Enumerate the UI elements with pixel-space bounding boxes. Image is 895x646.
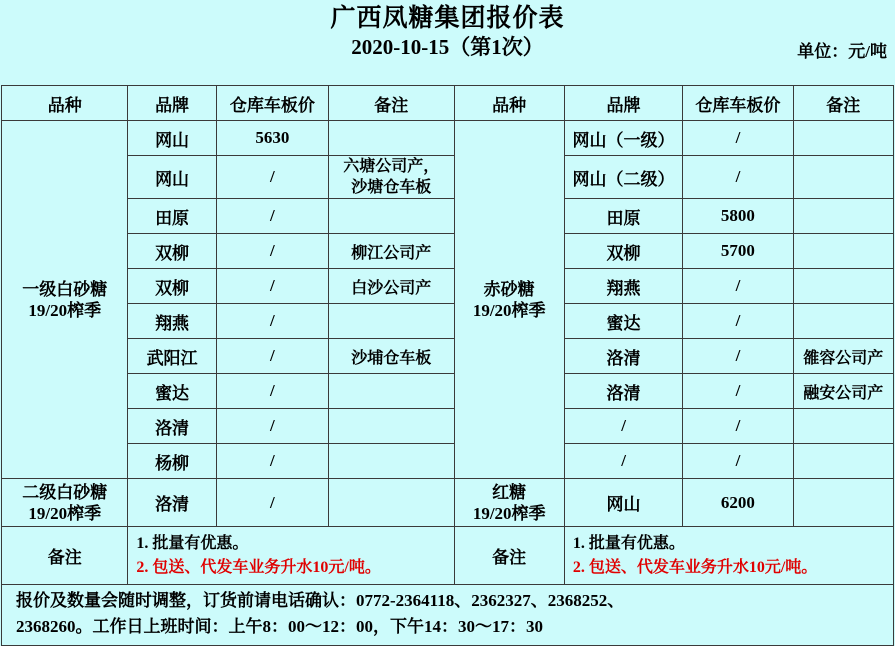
note-cell: 融安公司产 — [793, 374, 893, 409]
price-cell: / — [216, 199, 328, 234]
note-cell — [793, 444, 893, 479]
col-header-note-right: 备注 — [793, 86, 893, 121]
variety-cell-red-sugar — [454, 479, 564, 527]
variety-season: 19/20榨季 — [472, 503, 546, 523]
remarks-label-right: 备注 — [454, 527, 564, 585]
brand-cell: 洛清 — [564, 339, 682, 374]
brand-cell: 田原 — [128, 199, 216, 234]
note-cell — [793, 234, 893, 269]
brand-cell: / — [564, 409, 682, 444]
price-cell: / — [216, 304, 328, 339]
price-cell: / — [683, 444, 793, 479]
note-cell — [793, 269, 893, 304]
col-header-brand-left: 品牌 — [128, 86, 216, 121]
note-cell — [793, 156, 893, 199]
remarks-line-2: 2. 包送、代发车业务升水10元/吨。 — [136, 558, 381, 576]
brand-cell: 双柳 — [128, 234, 216, 269]
table-row — [2, 374, 894, 409]
note-cell — [329, 409, 454, 444]
price-cell: / — [216, 269, 328, 304]
variety-name: 一级白砂糖 — [22, 279, 108, 299]
note-line-1: 六塘公司产， — [343, 158, 440, 175]
brand-cell: 武阳江 — [128, 339, 216, 374]
variety-cell-grade1-white-sugar — [2, 121, 128, 479]
remarks-content-right — [564, 527, 893, 585]
brand-cell: / — [564, 444, 682, 479]
remarks-line-2: 2. 包送、代发车业务升水10元/吨。 — [572, 558, 818, 576]
price-cell: / — [683, 339, 793, 374]
brand-cell: 田原 — [564, 199, 682, 234]
remarks-row — [2, 527, 894, 585]
note-cell — [793, 304, 893, 339]
note-cell: 雒容公司产 — [793, 339, 893, 374]
col-header-note-left: 备注 — [329, 86, 454, 121]
col-header-price-right: 仓库车板价 — [683, 86, 793, 121]
variety-cell-brown-sugar — [454, 121, 564, 479]
table-row — [2, 234, 894, 269]
table-row — [2, 479, 894, 527]
table-row — [2, 269, 894, 304]
brand-cell: 洛清 — [564, 374, 682, 409]
variety-name: 红糖 — [492, 482, 527, 502]
note-cell — [329, 304, 454, 339]
price-cell: / — [683, 304, 793, 339]
price-cell: 5630 — [216, 121, 328, 156]
price-cell: / — [683, 269, 793, 304]
price-cell: / — [683, 156, 793, 199]
table-row — [2, 199, 894, 234]
note-cell — [793, 409, 893, 444]
price-cell: / — [216, 444, 328, 479]
remarks-line-1: 1. 批量有优惠。 — [136, 534, 249, 552]
remarks-line-1: 1. 批量有优惠。 — [572, 534, 685, 552]
page-title: 广西凤糖集团报价表 — [330, 5, 565, 32]
price-cell: / — [683, 409, 793, 444]
note-cell — [329, 156, 454, 199]
brand-cell: 双柳 — [564, 234, 682, 269]
price-cell: / — [683, 374, 793, 409]
col-header-variety-left: 品种 — [2, 86, 128, 121]
brand-cell: 网山 — [128, 156, 216, 199]
note-cell — [793, 121, 893, 156]
note-line-2: 沙塘仓车板 — [351, 179, 432, 196]
note-cell — [329, 121, 454, 156]
page-subtitle: 2020-10-15（第1次） — [351, 35, 544, 59]
price-cell: / — [216, 156, 328, 199]
footer-note — [2, 585, 894, 646]
note-cell: 沙埔仓车板 — [329, 339, 454, 374]
note-cell — [793, 199, 893, 234]
footer-row — [2, 585, 894, 646]
footer-line-2: 2368260。工作日上班时间：上午8：00～12：00，下午14：30～17：30 — [16, 617, 543, 636]
note-cell — [329, 374, 454, 409]
brand-cell: 网山（一级） — [564, 121, 682, 156]
brand-cell: 翔燕 — [128, 304, 216, 339]
col-header-brand-right: 品牌 — [564, 86, 682, 121]
price-cell: / — [216, 374, 328, 409]
price-cell: / — [683, 121, 793, 156]
note-cell — [329, 479, 454, 527]
price-cell: / — [216, 234, 328, 269]
brand-cell: 翔燕 — [564, 269, 682, 304]
brand-cell: 杨柳 — [128, 444, 216, 479]
note-cell — [793, 479, 893, 527]
variety-season: 19/20榨季 — [28, 300, 102, 320]
price-cell: 5700 — [683, 234, 793, 269]
price-table — [1, 85, 894, 646]
brand-cell: 洛清 — [128, 479, 216, 527]
variety-name: 二级白砂糖 — [22, 482, 108, 502]
note-cell — [329, 199, 454, 234]
price-cell: 6200 — [683, 479, 793, 527]
unit-label: 单位：元/吨 — [797, 42, 887, 61]
price-cell: / — [216, 479, 328, 527]
price-cell: / — [216, 339, 328, 374]
variety-cell-grade2-white-sugar — [2, 479, 128, 527]
price-cell: 5800 — [683, 199, 793, 234]
price-cell: / — [216, 409, 328, 444]
table-row — [2, 121, 894, 156]
brand-cell: 双柳 — [128, 269, 216, 304]
brand-cell: 网山 — [564, 479, 682, 527]
col-header-price-left: 仓库车板价 — [216, 86, 328, 121]
brand-cell: 网山 — [128, 121, 216, 156]
brand-cell: 洛清 — [128, 409, 216, 444]
remarks-content-left — [128, 527, 454, 585]
table-header-row — [2, 86, 894, 121]
brand-cell: 网山（二级） — [564, 156, 682, 199]
brand-cell: 蜜达 — [564, 304, 682, 339]
table-row — [2, 339, 894, 374]
col-header-variety-right: 品种 — [454, 86, 564, 121]
note-cell: 柳江公司产 — [329, 234, 454, 269]
variety-season: 19/20榨季 — [472, 300, 546, 320]
table-row — [2, 304, 894, 339]
table-row — [2, 409, 894, 444]
note-cell: 白沙公司产 — [329, 269, 454, 304]
variety-name: 赤砂糖 — [483, 279, 535, 299]
note-cell — [329, 444, 454, 479]
brand-cell: 蜜达 — [128, 374, 216, 409]
table-row — [2, 444, 894, 479]
footer-line-1: 报价及数量会随时调整，订货前请电话确认：0772-2364118、2362327、2368252、 — [16, 591, 625, 610]
variety-season: 19/20榨季 — [28, 503, 102, 523]
table-row — [2, 156, 894, 199]
remarks-label-left: 备注 — [2, 527, 128, 585]
